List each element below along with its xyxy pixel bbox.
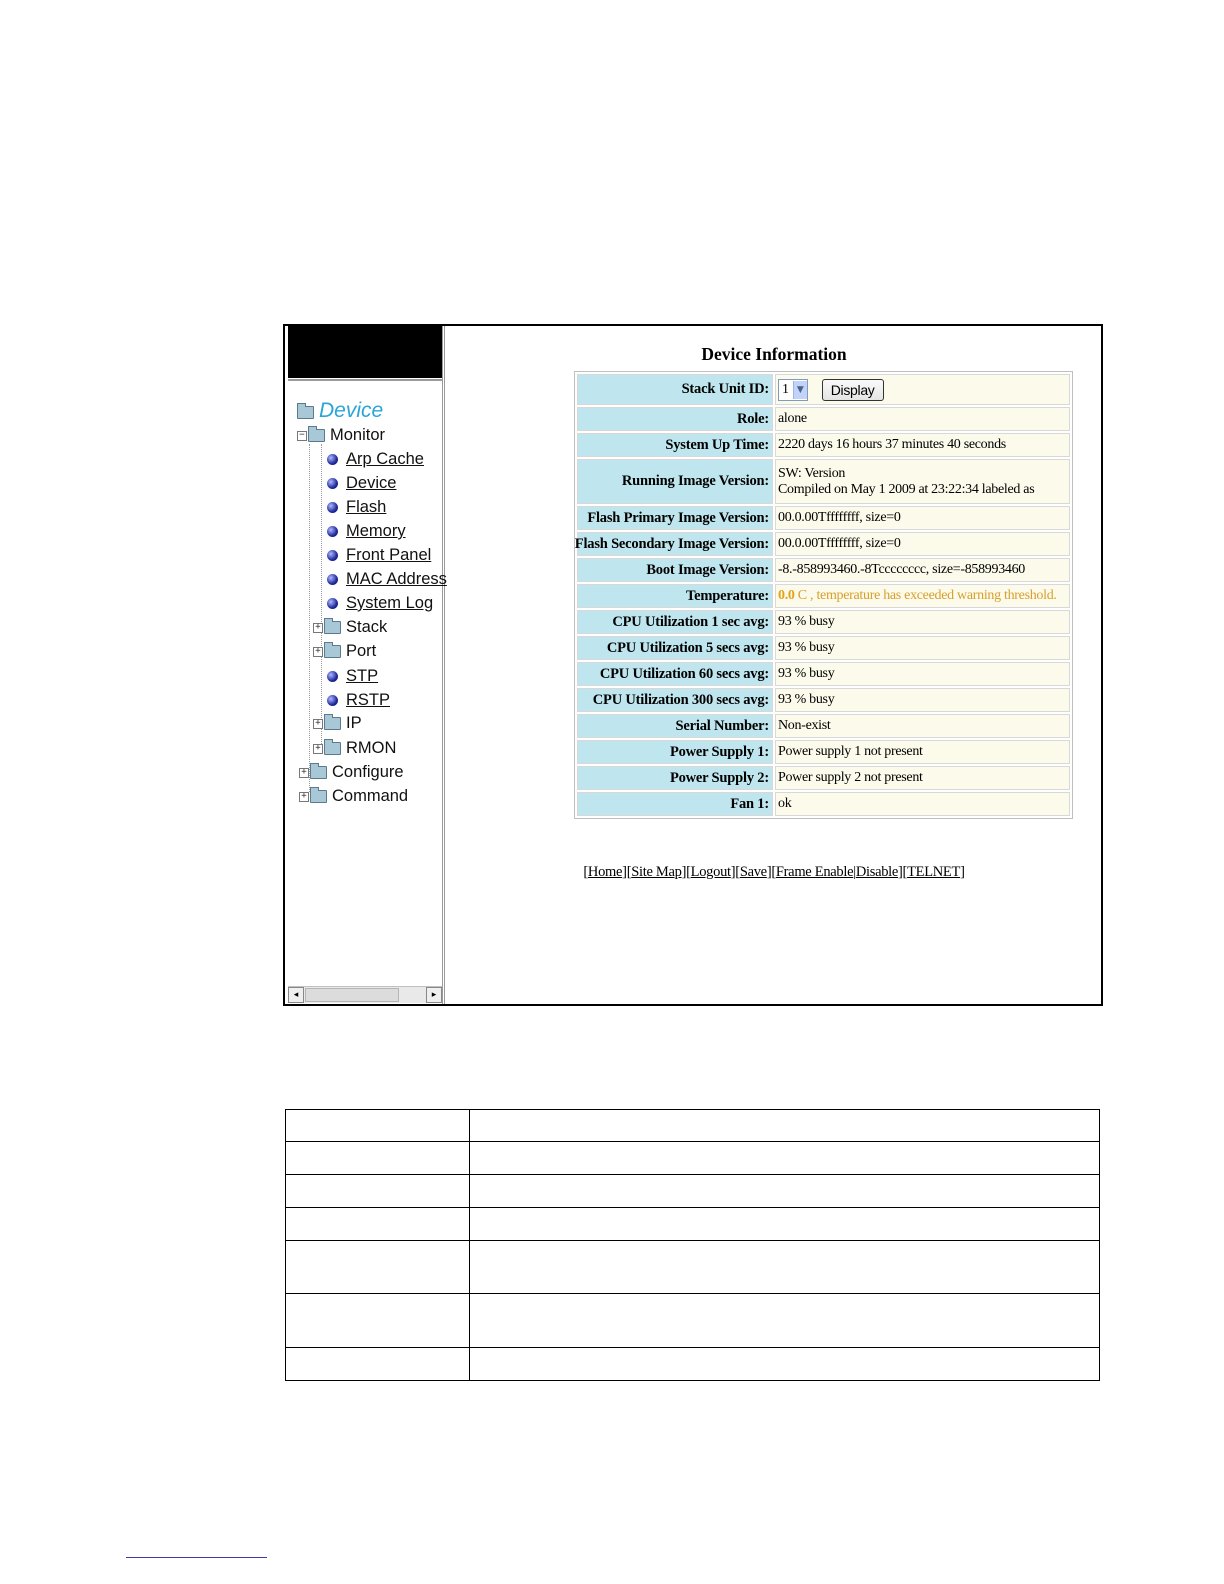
link-disable[interactable]: Disable xyxy=(855,864,899,880)
collapse-icon[interactable]: − xyxy=(297,431,307,441)
bullet-icon xyxy=(327,478,338,489)
table-row: CPU Utilization 60 secs avg: 93 % busy xyxy=(577,662,1070,686)
bullet-icon xyxy=(327,574,338,585)
tree-node-rmon[interactable]: + RMON xyxy=(313,737,396,759)
table-row: CPU Utilization 300 secs avg: 93 % busy xyxy=(577,688,1070,712)
tree-node-command[interactable]: + Command xyxy=(299,785,408,807)
nav-header-banner xyxy=(288,326,442,378)
table-row: Running Image Version: SW: Version Compiled on May 1 2009 at 23:22:34 labeled as xyxy=(577,459,1070,504)
table-row xyxy=(286,1142,1100,1175)
page-title: Device Information xyxy=(701,344,847,364)
footer-links: [Home][Site Map][Logout][Save][Frame Enable|Disable][TELNET] xyxy=(583,864,965,880)
tree-item-rstp[interactable]: RSTP xyxy=(327,689,390,711)
bullet-icon xyxy=(327,526,338,537)
footer-rule xyxy=(126,1557,267,1558)
navigation-tree-panel xyxy=(285,326,445,1004)
expand-icon[interactable]: + xyxy=(299,792,309,802)
scroll-left-arrow-icon[interactable]: ◂ xyxy=(288,987,304,1003)
folder-icon xyxy=(324,621,341,634)
link-logout[interactable]: Logout xyxy=(690,864,731,880)
expand-icon[interactable]: + xyxy=(313,719,323,729)
tree-item-flash[interactable]: Flash xyxy=(327,496,386,518)
expand-icon[interactable]: + xyxy=(299,768,309,778)
folder-icon xyxy=(324,717,341,730)
tree-root-device[interactable]: Device xyxy=(297,400,383,422)
tree-item-mac-address[interactable]: MAC Address xyxy=(327,568,447,590)
folder-icon xyxy=(310,790,327,803)
table-row xyxy=(286,1241,1100,1294)
scroll-right-arrow-icon[interactable]: ▸ xyxy=(426,987,442,1003)
chevron-down-icon[interactable]: ▼ xyxy=(793,381,807,399)
table-row: Boot Image Version: -8.-858993460.-8Tcccccccc, size=-858993460 xyxy=(577,558,1070,582)
expand-icon[interactable]: + xyxy=(313,623,323,633)
table-row: Power Supply 1: Power supply 1 not present xyxy=(577,740,1070,764)
folder-icon xyxy=(324,645,341,658)
table-row xyxy=(286,1208,1100,1241)
stack-unit-select[interactable]: 1 ▼ xyxy=(778,379,808,401)
table-row-temperature: Temperature: 0.0 C , temperature has exceeded warning threshold. xyxy=(577,584,1070,608)
link-save[interactable]: Save xyxy=(739,864,767,880)
table-row xyxy=(286,1175,1100,1208)
bullet-icon xyxy=(327,671,338,682)
table-row: System Up Time: 2220 days 16 hours 37 minutes 40 seconds xyxy=(577,433,1070,457)
folder-icon xyxy=(324,742,341,755)
bullet-icon xyxy=(327,502,338,513)
folder-icon xyxy=(308,429,325,442)
table-row: Power Supply 2: Power supply 2 not present xyxy=(577,766,1070,790)
table-row: Fan 1: ok xyxy=(577,792,1070,816)
folder-icon xyxy=(297,406,314,419)
table-row xyxy=(286,1110,1100,1142)
tree-item-front-panel[interactable]: Front Panel xyxy=(327,544,431,566)
tree-node-port[interactable]: + Port xyxy=(313,640,376,662)
device-info-panel xyxy=(447,326,1101,1004)
tree-node-stack[interactable]: + Stack xyxy=(313,616,387,638)
tree-item-memory[interactable]: Memory xyxy=(327,520,406,542)
table-row xyxy=(286,1294,1100,1348)
tree-item-stp[interactable]: STP xyxy=(327,665,378,687)
tree-node-configure[interactable]: + Configure xyxy=(299,761,404,783)
table-row: Flash Secondary Image Version: 00.0.00Tffffffff, size=0 xyxy=(577,532,1070,556)
document-table xyxy=(285,1109,1100,1381)
bullet-icon xyxy=(327,695,338,706)
tree-item-arp-cache[interactable]: Arp Cache xyxy=(327,448,424,470)
device-info-screenshot xyxy=(283,324,1103,1006)
table-row: CPU Utilization 1 sec avg: 93 % busy xyxy=(577,610,1070,634)
device-info-table xyxy=(574,371,1073,819)
tree-node-ip[interactable]: + IP xyxy=(313,712,362,734)
scrollbar-thumb[interactable] xyxy=(305,988,399,1002)
expand-icon[interactable]: + xyxy=(313,647,323,657)
stack-unit-label: Stack Unit ID: xyxy=(577,374,773,405)
bullet-icon xyxy=(327,454,338,465)
bullet-icon xyxy=(327,598,338,609)
table-row xyxy=(286,1348,1100,1381)
tree-node-monitor[interactable]: − Monitor xyxy=(297,424,385,446)
tree-item-device[interactable]: Device xyxy=(327,472,396,494)
bullet-icon xyxy=(327,550,338,561)
folder-icon xyxy=(310,766,327,779)
table-row: Role: alone xyxy=(577,407,1070,431)
display-button[interactable]: Display xyxy=(822,379,884,401)
link-home[interactable]: Home xyxy=(587,864,623,880)
table-row-stack-unit xyxy=(577,374,1070,405)
table-row: Flash Primary Image Version: 00.0.00Tffffffff, size=0 xyxy=(577,506,1070,530)
link-frame-enable[interactable]: Frame Enable xyxy=(775,864,854,880)
temperature-warning: 0.0 C , temperature has exceeded warning threshold. xyxy=(775,584,1070,608)
link-telnet[interactable]: TELNET xyxy=(907,864,961,880)
expand-icon[interactable]: + xyxy=(313,744,323,754)
horizontal-scrollbar[interactable] xyxy=(288,986,442,1003)
table-row: Serial Number: Non-exist xyxy=(577,714,1070,738)
table-row: CPU Utilization 5 secs avg: 93 % busy xyxy=(577,636,1070,660)
tree-item-system-log[interactable]: System Log xyxy=(327,592,433,614)
link-site-map[interactable]: Site Map xyxy=(631,864,682,880)
